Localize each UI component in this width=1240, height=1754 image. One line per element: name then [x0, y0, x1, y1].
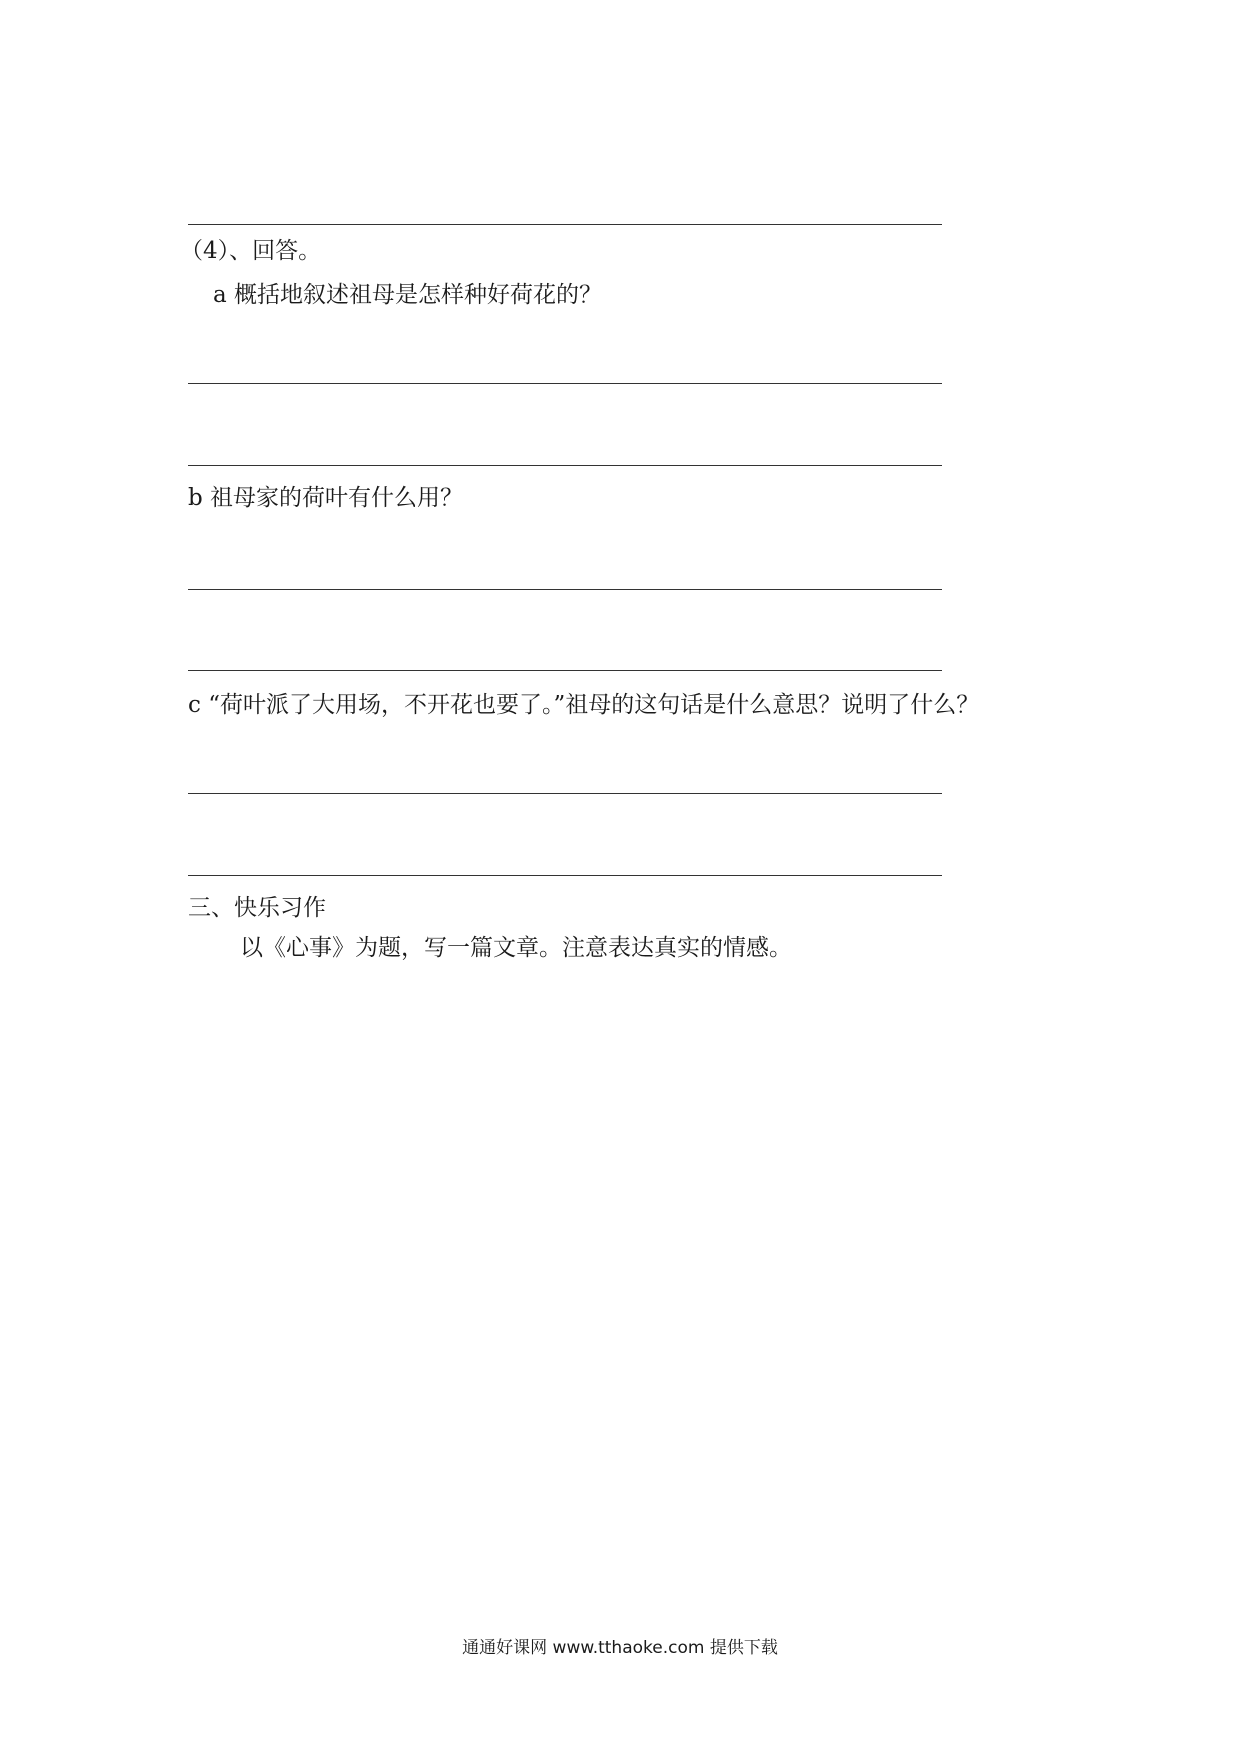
answer-line-6: [188, 793, 942, 794]
answer-line-1: [188, 224, 942, 225]
answer-line-3: [188, 465, 942, 466]
answer-line-7: [188, 875, 942, 876]
section-3-prompt: 以《心事》为题，写一篇文章。注意表达真实的情感。: [240, 935, 792, 961]
footer-source: 通通好课网 www.tthaoke.com 提供下载: [462, 1638, 778, 1658]
section-3-heading: 三、快乐习作: [188, 895, 326, 921]
question-4b: b 祖母家的荷叶有什么用？: [188, 485, 464, 511]
answer-line-2: [188, 383, 942, 384]
question-4-heading: （4）、回答。: [180, 238, 322, 264]
question-4a: a 概括地叙述祖母是怎样种好荷花的？: [213, 282, 603, 308]
answer-line-4: [188, 589, 942, 590]
answer-line-5: [188, 670, 942, 671]
question-4c: c “荷叶派了大用场，不开花也要了。”祖母的这句话是什么意思？说明了什么？: [188, 692, 980, 718]
